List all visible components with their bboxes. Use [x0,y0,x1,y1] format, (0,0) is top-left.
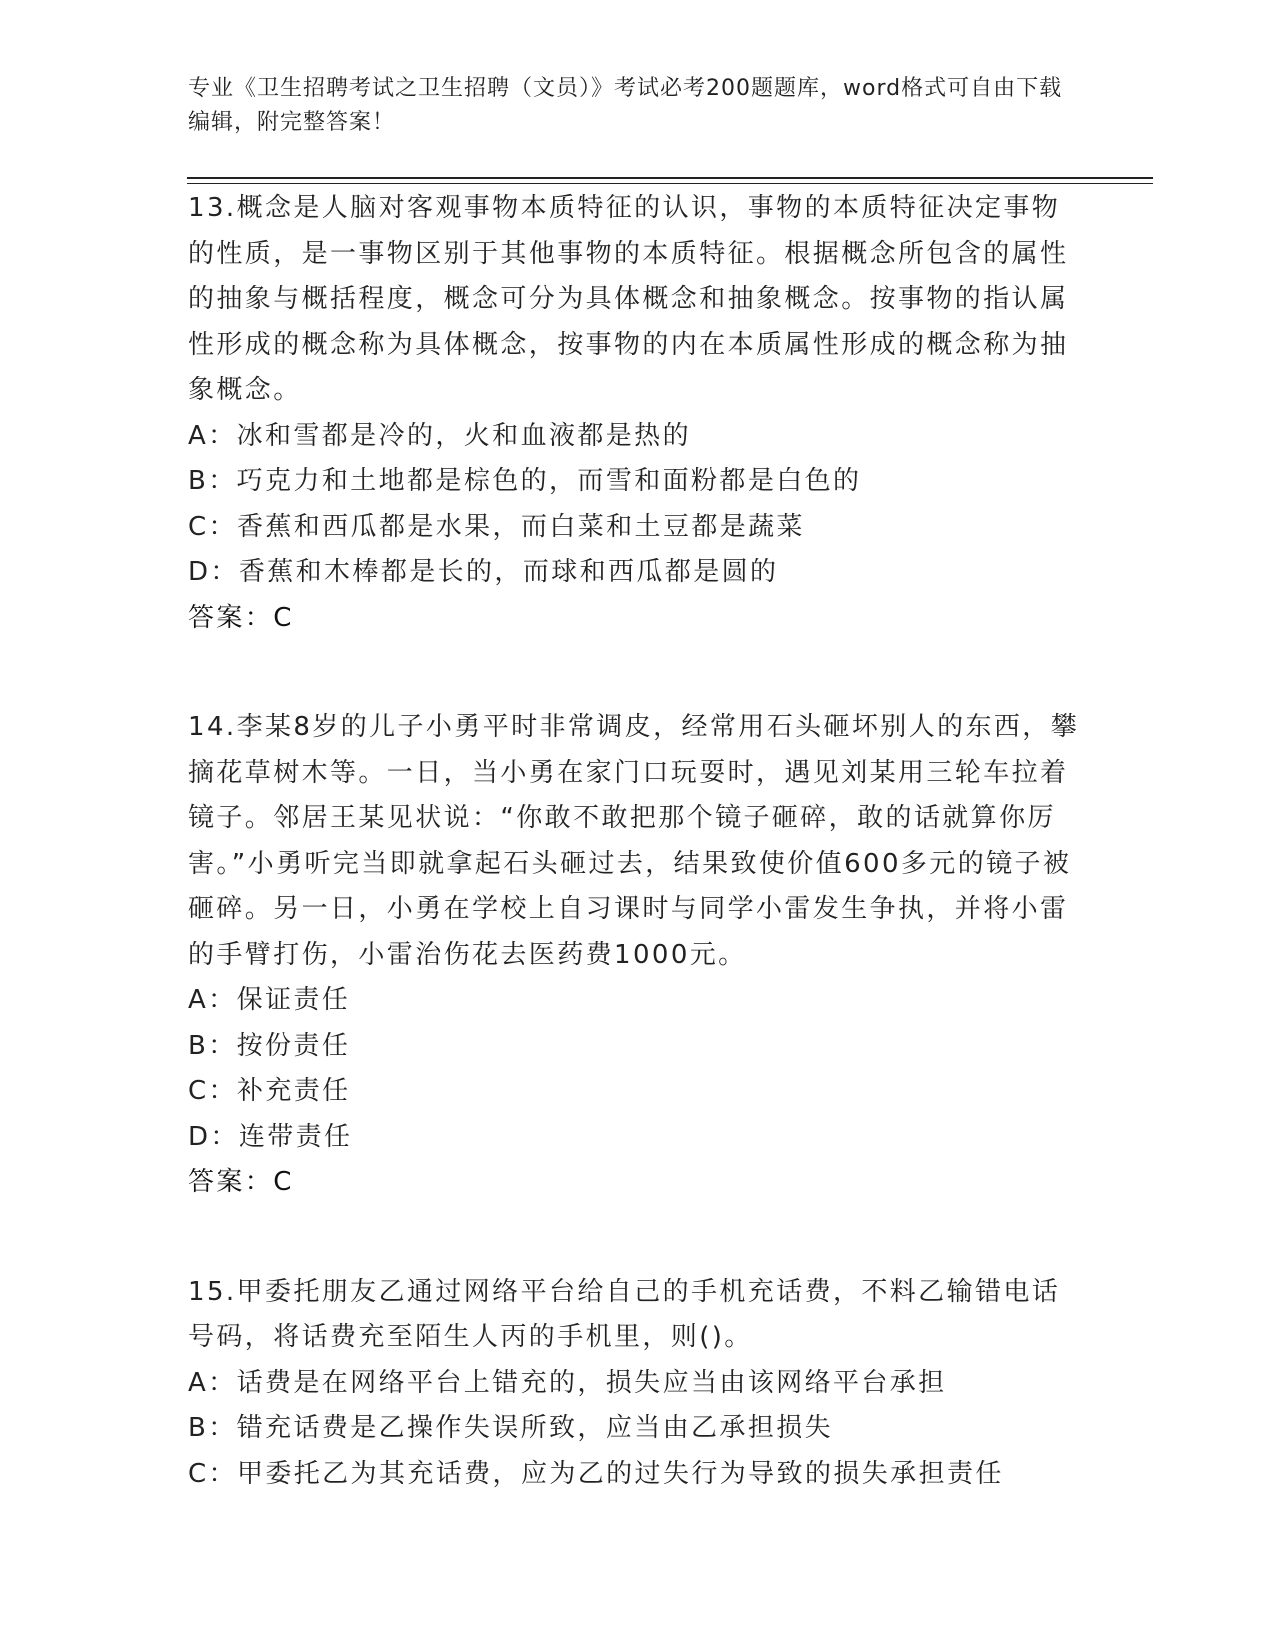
option-c: C：甲委托乙为其充话费，应为乙的过失行为导致的损失承担责任 [188,1458,1004,1489]
answer: 答案：C [188,602,294,633]
option-b: B：错充话费是乙操作失误所致，应当由乙承担损失 [188,1413,834,1443]
option-b: B：巧克力和土地都是棕色的，而雪和面粉都是白色的 [188,466,862,496]
question-list [188,186,1088,1497]
option-a: A：话费是在网络平台上错充的，损失应当由该网络平台承担 [188,1367,947,1398]
question-13 [188,186,1088,641]
option-a: A：保证责任 [188,985,351,1015]
question-text [188,705,1088,978]
option-b: B：按份责任 [188,1030,351,1061]
question-number: 14. [188,712,237,742]
question-text [188,1270,1088,1361]
question-number: 15. [188,1276,237,1307]
question-text [188,186,1088,414]
document-header: 专业《卫生招聘考试之卫生招聘（文员）》考试必考200题题库，word格式可自由下载编辑，附完整答案！ [188,76,1063,135]
option-d: D：香蕉和木棒都是长的，而球和西瓜都是圆的 [188,557,779,587]
option-a: A：冰和雪都是冷的，火和血液都是热的 [188,420,691,451]
question-body: 甲委托朋友乙通过网络平台给自己的手机充话费，不料乙输错电话号码，将话费充至陌生人丙的手机里，则()。 [188,1276,1061,1352]
question-spacer [188,641,1088,705]
question-body: 概念是人脑对客观事物本质特征的认识，事物的本质特征决定事物的性质，是一事物区别于其他事物的本质特征。根据概念所包含的属性的抽象与概括程度，概念可分为具体概念和抽象概念。按事物的指认属性形成的概念称为具体概念，按事物的内在本质属性形成的概念称为抽象概念。 [188,193,1069,405]
answer: 答案：C [188,1167,294,1197]
option-c: C：香蕉和西瓜都是水果，而白菜和土豆都是蔬菜 [188,511,805,542]
option-c: C：补充责任 [188,1076,351,1106]
question-body: 李某8岁的儿子小勇平时非常调皮，经常用石头砸坏别人的东西，攀摘花草树木等。一日，当小勇在家门口玩耍时，遇见刘某用三轮车拉着镜子。邻居王某见状说：“你敢不敢把那个镜子砸碎，敢的话就算你厉害。”小勇听完当即就拿起石头砸过去，结果致使价值600多元的镜子被砸碎。另一日，小勇在学校上自习课时与同学小雷发生争执，并将小雷的手臂打伤，小雷治伤花去医药费1000元。 [188,712,1080,970]
question-15 [188,1270,1088,1498]
question-spacer [188,1206,1088,1270]
header-divider-thick [187,177,1153,179]
header-divider-thin [187,183,1153,184]
question-number: 13. [188,193,237,223]
question-14 [188,705,1088,1206]
option-d: D：连带责任 [188,1121,353,1152]
